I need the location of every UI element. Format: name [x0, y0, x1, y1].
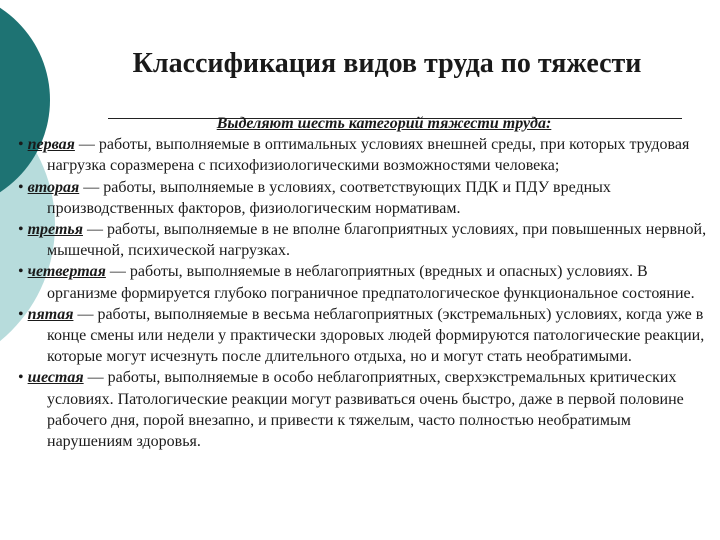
list-item [18, 134, 710, 176]
category-term: пятая [27, 305, 74, 323]
category-text: — работы, выполняемые в особо неблагоприятных, сверхэкстремальных критических условиях. Патологические реакции могут развиваться очень быстро, даже в первой половине рабочего дня, порой внезапно, и привести к тяжелым, часто полностью необратимым нарушениям здоровья. [47, 369, 684, 451]
slide-title: Классификация видов труда по тяжести [132, 48, 642, 79]
list-item [18, 177, 710, 219]
category-term: третья [27, 221, 83, 239]
slide-subtitle: Выделяют шесть категорий тяжести труда: [216, 115, 552, 132]
category-term: первая [27, 136, 75, 154]
list-item [18, 261, 710, 303]
category-term: вторая [27, 178, 80, 196]
bullet: • [18, 305, 24, 323]
category-text: — работы, выполняемые в условиях, соответствующих ПДК и ПДУ вредных производственных факторов, физиологическим нормативам. [47, 178, 611, 217]
list-item [18, 367, 710, 452]
bullet: • [18, 136, 24, 154]
category-text: — работы, выполняемые в не вполне благоприятных условиях, при повышенных нервной, мышечной, психической нагрузках. [47, 221, 707, 260]
list-item [18, 219, 710, 261]
slide-content [18, 113, 710, 452]
category-term: шестая [27, 369, 84, 387]
list-item [18, 304, 710, 368]
bullet: • [18, 221, 24, 239]
bullet: • [18, 178, 24, 196]
category-term: четвертая [27, 263, 106, 281]
category-text: — работы, выполняемые в оптимальных условиях внешней среды, при которых трудовая нагрузка соразмерена с психофизиологическими возможностями человека; [47, 136, 690, 175]
category-text: — работы, выполняемые в неблагоприятных (вредных и опасных) условиях. В организме формируется глубоко пограничное предпатологическое функциональное состояние. [47, 263, 695, 302]
category-text: — работы, выполняемые в весьма неблагоприятных (экстремальных) условиях, когда уже в конце смены или недели у практически здоровых людей формируются патологические реакции, которые могут исчезнуть после длительного отдыха, но и могут стать необратимыми. [47, 305, 705, 366]
bullet: • [18, 263, 24, 281]
bullet: • [18, 369, 24, 387]
